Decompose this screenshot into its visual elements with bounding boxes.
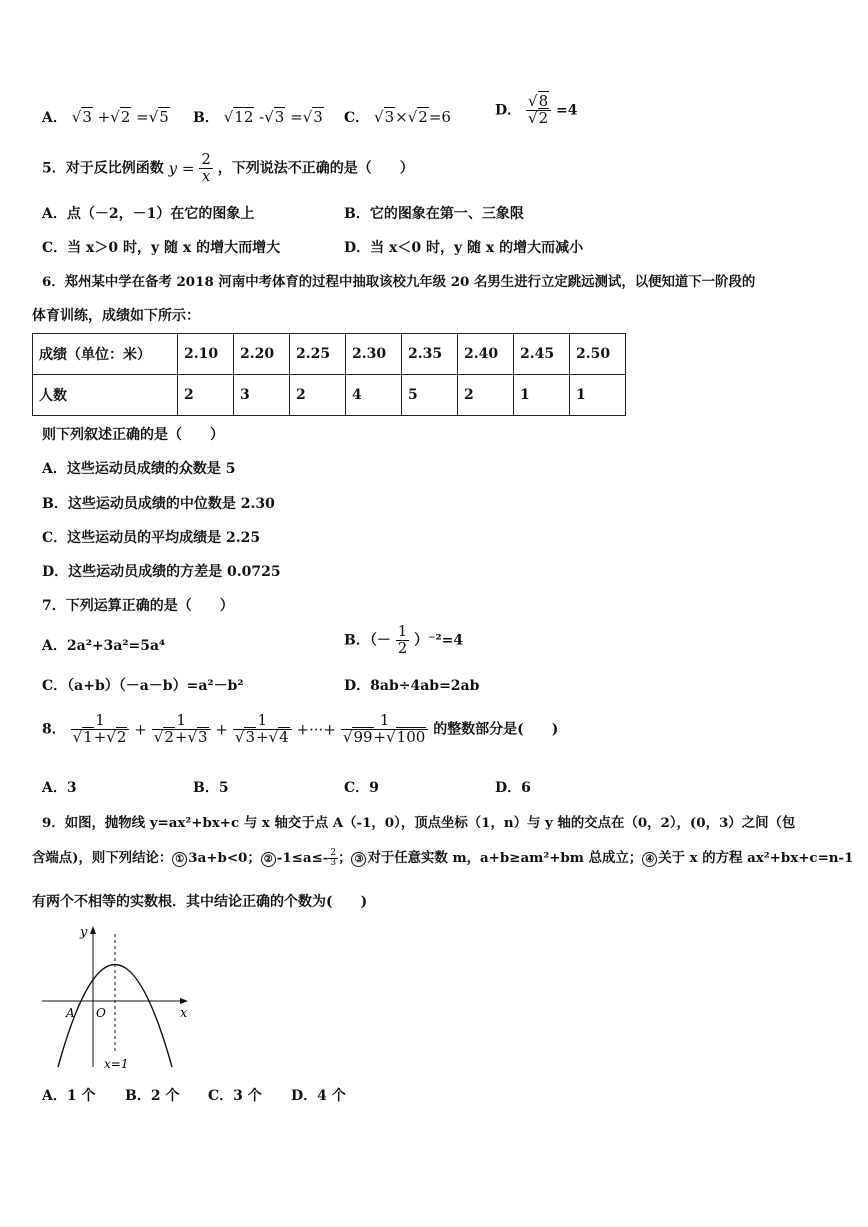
table-cell: 4 [346,375,402,416]
table-cell: 2.30 [346,334,402,375]
q7-stem: 7．下列运算正确的是（ ） [42,598,234,614]
table-cell: 2.10 [178,334,234,375]
q8-term-1: $\frac{1}{√1+√2}$ [71,713,130,746]
y-label: y [80,925,88,940]
circle-one-icon: ① [172,852,187,867]
table-cell: 3 [234,375,290,416]
y-axis-arrow-icon [90,926,96,934]
q6-stem-line1: 6．郑州某中学在备考 2018 河南中考体育的过程中抽取该校九年级 20 名男生进行立定跳远测试，以便知道下一阶段的 [42,274,756,290]
table-cell: 1 [570,375,626,416]
q8-term-2: $\frac{1}{√2+√3}$ [152,713,211,746]
q4-option-d: D． $\frac{√8}{√2}$ =4 [495,92,578,127]
q8-term-3: $\frac{1}{√3+√4}$ [233,713,292,746]
q7-option-d: D．8ab÷4ab=2ab [344,678,480,694]
origin-label: O [96,1006,106,1020]
q7-option-c: C．（a+b）（－a－b）=a²－b² [42,678,244,694]
table-cell: 2.25 [290,334,346,375]
q8-stem: 8． $\frac{1}{√1+√2}$ + $\frac{1}{√2+√3}$ + $\frac{1}{√3+√4}$ +···+ $\frac{1}{√99+√100}$ 的整数部分是( ) [42,711,559,746]
q9-option-c: C．3 个 [208,1088,262,1104]
q4-option-a-label: A． [42,110,67,126]
q7-option-b: B．（－ $\frac{1}{2}$ ）⁻²=4 [344,622,464,657]
q9-stem-line2: 含端点)，则下列结论： ① 3a+b<0； ② -1≤a≤- $\frac{2}{3}$ ； ③ 对于任意实数 m，a+b≥am²+bm 总成立； ④ 关于 x 的方程 ax²+bx+c=n-1 [32,847,854,868]
q8-option-c: C．9 [344,780,379,796]
q5-stem: 5．对于反比例函数 y = $\frac{2}{x}$ ，下列说法不正确的是（ ） [42,150,414,185]
q8-term-last: $\frac{1}{√99+√100}$ [341,713,428,746]
table-row [33,375,626,416]
q5-option-b: B．它的图象在第一、三象限 [344,206,524,222]
q8-option-b: B．5 [193,780,229,796]
q4-option-a-expr: √3 +√2 =√5 [71,108,169,126]
table-row [33,334,626,375]
q7-option-a: A．2a²+3a²=5a⁴ [42,638,166,654]
table-cell: 2 [290,375,346,416]
point-a-label: A [66,1006,75,1020]
x-axis-arrow-icon [180,998,188,1004]
table-cell: 2.50 [570,334,626,375]
table-cell: 2 [178,375,234,416]
table-cell: 2.35 [402,334,458,375]
q6-option-d: D．这些运动员成绩的方差是 0.0725 [42,564,281,580]
parabola-curve [58,965,172,1068]
q5-fraction: $\frac{2}{x}$ [201,150,211,185]
q8-option-a: A．3 [42,780,77,796]
q6-option-b: B．这些运动员成绩的中位数是 2.30 [42,496,275,512]
q5-option-d: D．当 x＜0 时，y 随 x 的增大而减小 [344,240,584,256]
x-label: x [180,1006,188,1021]
table-header: 成绩（单位：米） [33,334,178,375]
q8-option-d: D．6 [495,780,531,796]
q5-option-c: C．当 x＞0 时，y 随 x 的增大而增大 [42,240,281,256]
q9-stem-line3: 有两个不相等的实数根．其中结论正确的个数为( ) [32,894,368,910]
table-cell: 5 [402,375,458,416]
q9-option-d: D．4 个 [291,1088,346,1104]
table-header: 人数 [33,375,178,416]
q6-option-c: C．这些运动员的平均成绩是 2.25 [42,530,261,546]
parabola-graph [38,922,198,1072]
q9-option-a: A．1 个 [42,1088,96,1104]
q4-d-fraction: $\frac{√8}{√2}$ [526,94,551,127]
table-cell: 2.20 [234,334,290,375]
circle-two-icon: ② [261,852,276,867]
q9-stem-line1: 9．如图，抛物线 y=ax²+bx+c 与 x 轴交于点 A（-1，0），顶点坐标（1，n）与 y 轴的交点在（0，2），(0，3）之间（包 [42,815,796,831]
q6-option-a: A．这些运动员成绩的众数是 5 [42,461,236,477]
score-table [32,333,626,416]
table-cell: 2.40 [458,334,514,375]
table-cell: 2 [458,375,514,416]
q6-stem-line2: 体育训练，成绩如下所示： [32,308,200,324]
q4-option-b: B． √12 -√3 =√3 [193,108,323,126]
circle-three-icon: ③ [351,852,366,867]
q6-question: 则下列叙述正确的是（ ） [42,427,224,443]
q5-option-a: A．点（－2，－1）在它的图象上 [42,206,255,222]
axis-of-symmetry-label: x=1 [104,1057,129,1071]
q7-b-fraction: $\frac{1}{2}$ [397,622,408,657]
q4-option-c: C． √3×√2=6 [344,108,451,126]
sqrt-icon: √3 [71,108,92,126]
table-cell: 2.45 [514,334,570,375]
circle-four-icon: ④ [642,852,657,867]
q4-options [42,107,170,129]
q9-option-b: B．2 个 [125,1088,180,1104]
table-cell: 1 [514,375,570,416]
